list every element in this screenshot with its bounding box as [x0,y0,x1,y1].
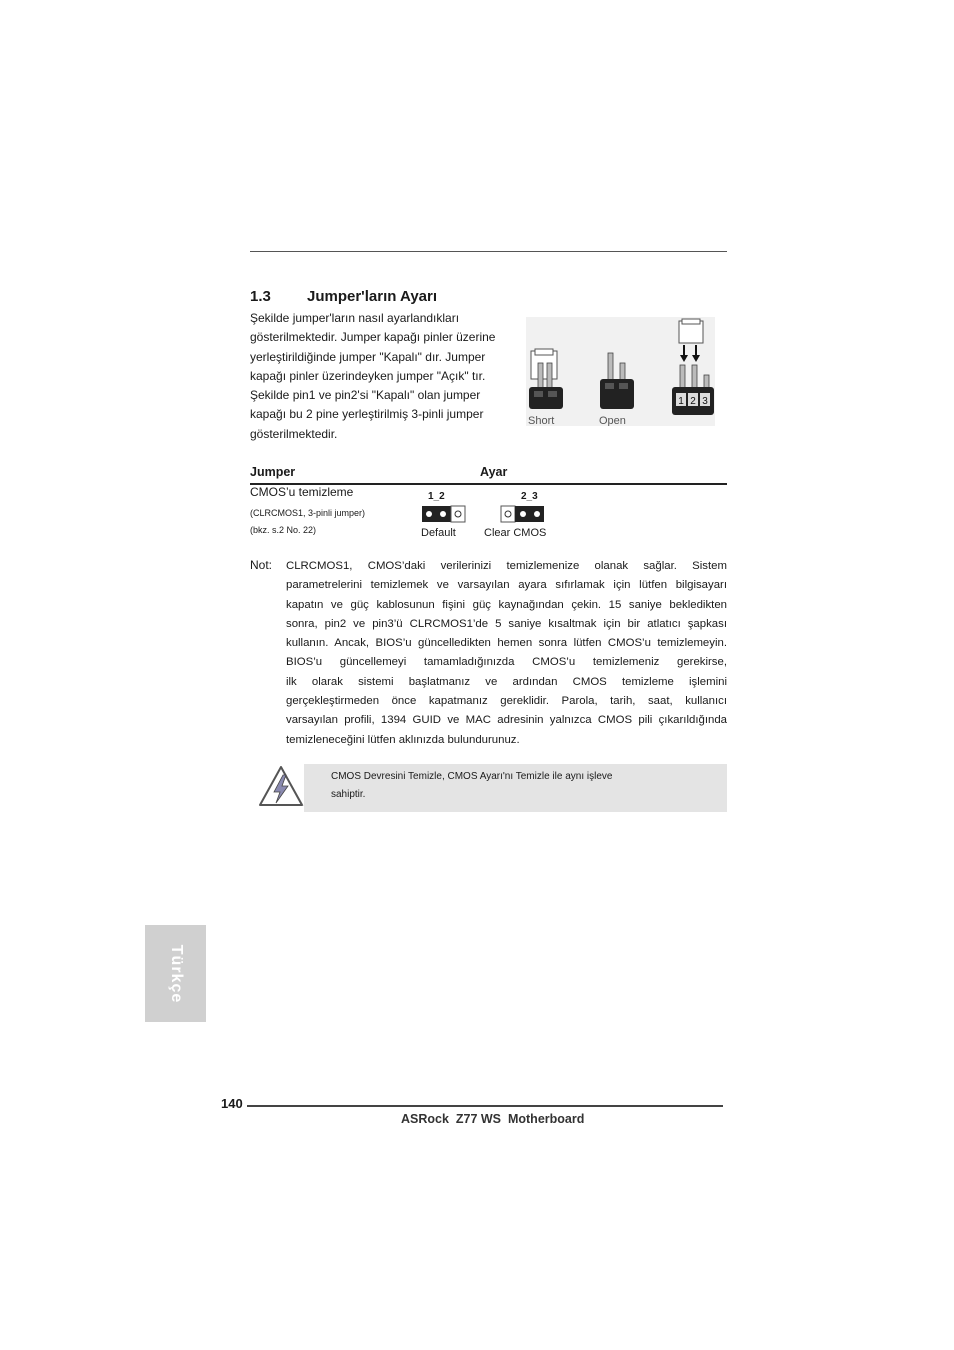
section-number: 1.3 [250,288,271,305]
intro-line: yerleştirildiğinde jumper "Kapalı" dır. Jumper [250,349,486,364]
language-tab-label: Türkçe [167,944,185,1003]
note-line: sonra, pin2 ve pin3’ü CLRCMOS1’de 5 saniye kısaltmak için bir atlatıcı şapkası [286,617,727,630]
note-label: Not: [250,558,273,572]
intro-line: kapağı pinler üzerindeyken jumper "Açık" tır. [250,368,486,383]
pins-label-default: 1_2 [428,491,445,502]
note-line: gerçekleştirmeden önce kapatmanız gereklidir. Parola, tarih, saat, kullanıcı [286,695,727,708]
jumper-subtitle: (CLRCMOS1, 3-pinli jumper) [250,508,366,518]
jumper-name: CMOS’u temizleme [250,485,354,499]
clear-pin-diagram [500,505,545,528]
note-paragraph [286,557,727,750]
top-divider [250,251,727,252]
jumper-illustration [526,317,715,426]
caption-default: Default [421,527,456,539]
intro-line: Şekilde pin1 ve pin2'si "Kapalı" olan jumper [250,388,481,403]
language-side-tab [145,925,206,1022]
jumper-figure [526,317,715,426]
note-line: parametrelerini temizlemek ve varsayılan ayara sıfırlamak için lütfen bilgisayarı [286,579,727,592]
note-line: temizleneceğini lütfen aklınızda bulundurunuz. [286,733,520,746]
note-line: CLRCMOS1, CMOS’daki verilerinizi temizlemenize olanak sağlar. Sistem [286,560,727,572]
pins-label-clear: 2_3 [521,491,538,502]
short-jumper-illustration [529,349,563,409]
table-header-jumper: Jumper [250,465,296,479]
pin-number: 2 [690,396,696,407]
intro-line: gösterilmektedir. Jumper kapağı pinler üzerine [250,330,496,345]
intro-line: gösterilmektedir. [250,426,338,441]
warning-icon [257,765,305,809]
pin-number: 3 [702,396,708,407]
pin-number: 1 [678,396,684,407]
jumper-reference: (bkz. s.2 No. 22) [250,525,317,535]
note-line: varsayılan profili, 1394 GUID ve MAC adresinin yalnızca CMOS pili çıkarıldığında [286,714,727,727]
default-pin-diagram [421,505,466,528]
intro-paragraph [250,309,520,444]
callout-line: CMOS Devresini Temizle, CMOS Ayarı'nı Temizle ile aynı işleve [331,771,613,782]
caption-clear-cmos: Clear CMOS [484,527,547,539]
note-line: ilk olarak sistemi başlatmanız ve ardından CMOS temizleme işlemini [286,675,727,688]
open-jumper-illustration [600,353,634,409]
intro-line: kapağı bu 2 pine yerleştirilmiş 3-pinli jumper [250,407,484,422]
section-heading [250,288,437,305]
callout-text [331,768,721,803]
page-number: 140 [221,1096,243,1111]
three-pin-jumper-illustration [672,319,714,415]
intro-line: Şekilde jumper'ların nasıl ayarlandıkları [250,311,460,325]
open-label: Open [599,415,626,426]
callout-line: sahiptir. [331,788,366,800]
note-line: BIOS’u güncellemeyi tamamladığınızda CMOS’u temizlemeniz gerekirse, [286,656,727,669]
section-title: Jumper'ların Ayarı [307,288,438,305]
note-line: kapatın ve güç kablosunun fişini güç kaynağından çekin. 15 saniye bekledikten [286,598,727,611]
table-header-setting: Ayar [480,465,508,479]
default-pins-icon [421,505,466,523]
clear-cmos-pins-icon [500,505,545,523]
note-line: kullanın. Ancak, BIOS’u güncelledikten hemen sonra lütfen CMOS’u temizlemeyin. [286,637,727,650]
footer-rule [247,1105,723,1107]
short-label: Short [528,415,555,426]
footer-title: ASRock Z77 WS Motherboard [401,1112,585,1126]
